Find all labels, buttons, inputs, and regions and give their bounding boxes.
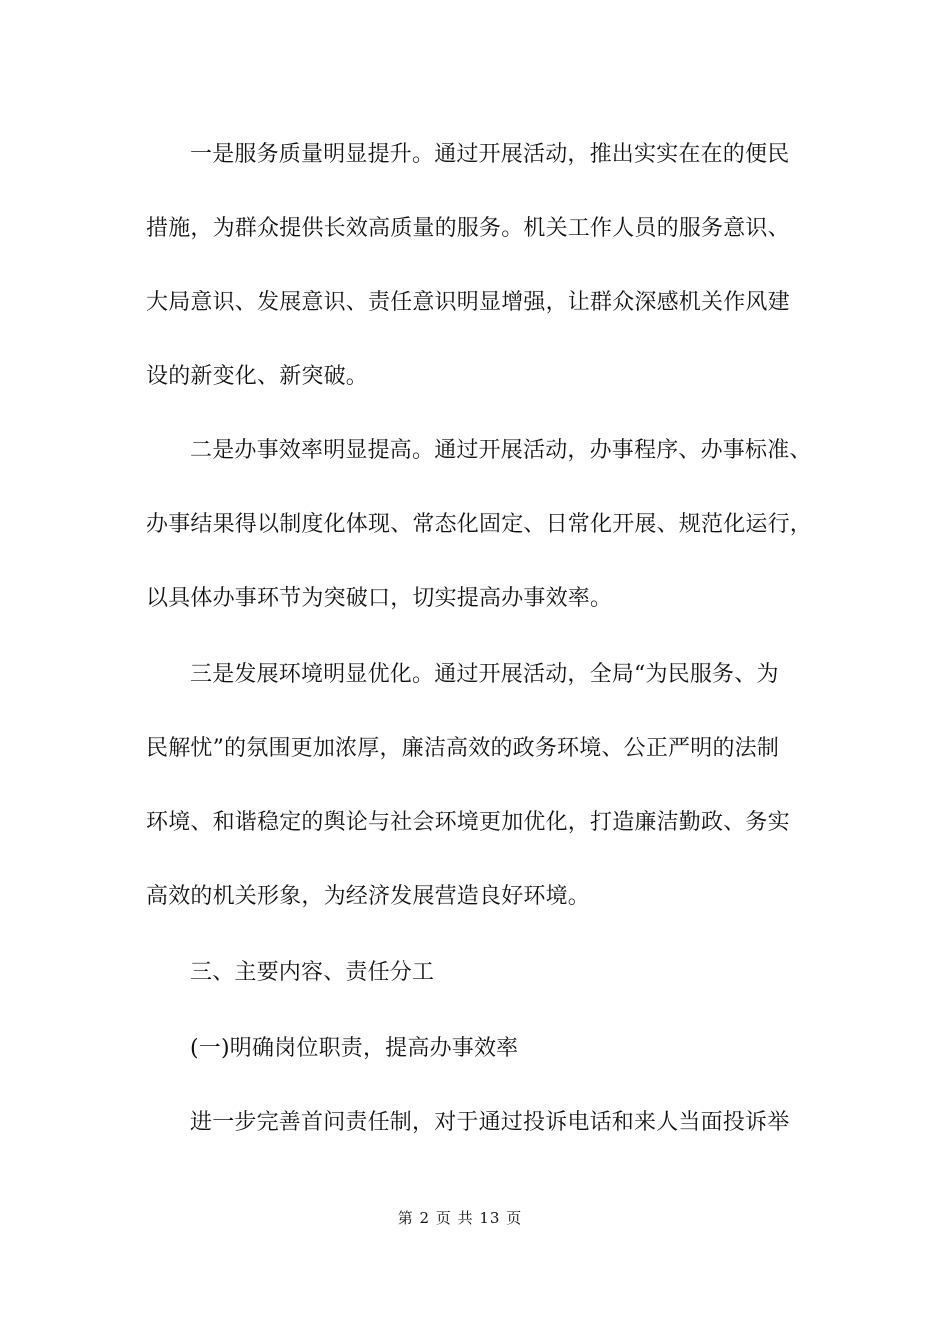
paragraph-1-line-1: 一是服务质量明显提升。通过开展活动，推出实实在在的便民 bbox=[190, 142, 790, 167]
page-footer bbox=[0, 1208, 950, 1228]
paragraph-3-line-1: 三是发展环境明显优化。通过开展活动，全局“为民服务、为 bbox=[190, 662, 779, 687]
paragraph-2-line-3: 以具体办事环节为突破口，切实提高办事效率。 bbox=[146, 586, 613, 611]
subsection-heading: (一)明确岗位职责，提高办事效率 bbox=[190, 1036, 519, 1061]
paragraph-3-line-2: 民解忧”的氛围更加浓厚，廉洁高效的政务环境、公正严明的法制 bbox=[146, 736, 780, 761]
section-heading: 三、主要内容、责任分工 bbox=[190, 960, 435, 985]
paragraph-1-line-3: 大局意识、发展意识、责任意识明显增强，让群众深感机关作风建 bbox=[146, 290, 790, 315]
paragraph-4-line-1: 进一步完善首问责任制，对于通过投诉电话和来人当面投诉举 bbox=[190, 1110, 790, 1135]
paragraph-3-line-3: 环境、和谐稳定的舆论与社会环境更加优化，打造廉洁勤政、务实 bbox=[146, 810, 790, 835]
paragraph-2-line-1: 二是办事效率明显提高。通过开展活动，办事程序、办事标准、 bbox=[190, 438, 812, 463]
paragraph-1-line-2: 措施，为群众提供长效高质量的服务。机关工作人员的服务意识、 bbox=[146, 216, 790, 241]
paragraph-2-line-2: 办事结果得以制度化体现、常态化固定、日常化开展、规范化运行， bbox=[146, 512, 813, 537]
paragraph-3-line-4: 高效的机关形象，为经济发展营造良好环境。 bbox=[146, 884, 591, 909]
page-number: 第 2 页 共 13 页 bbox=[397, 1209, 523, 1227]
paragraph-1-line-4: 设的新变化、新突破。 bbox=[146, 364, 369, 389]
